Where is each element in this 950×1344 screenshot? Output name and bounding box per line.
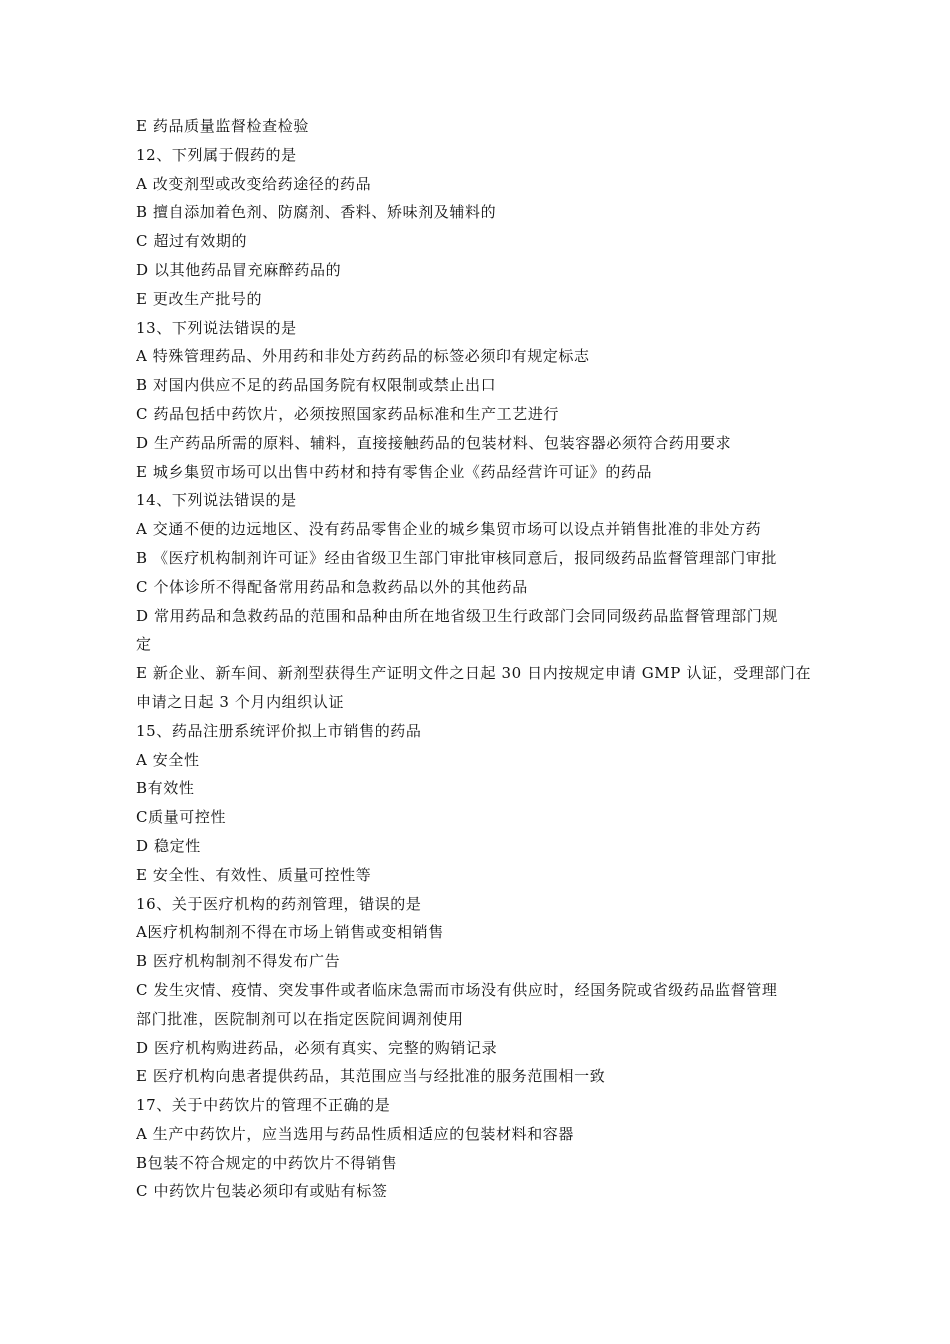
answer-option: C 发生灾情、疫情、突发事件或者临床急需而市场没有供应时，经国务院或省级药品监督管理: [136, 980, 778, 999]
answer-option: C质量可控性: [136, 808, 227, 827]
answer-option: A 特殊管理药品、外用药和非处方药药品的标签必须印有规定标志: [136, 347, 590, 366]
answer-option: E 新企业、新车间、新剂型获得生产证明文件之日起 30 日内按规定申请 GMP 认证，受理部门在: [136, 664, 812, 683]
answer-option: D 以其他药品冒充麻醉药品的: [136, 260, 342, 279]
answer-option: B 医疗机构制剂不得发布广告: [136, 952, 341, 971]
question-stem: 16、关于医疗机构的药剂管理，错误的是: [136, 894, 422, 913]
answer-option: E 医疗机构向患者提供药品，其范围应当与经批准的服务范围相一致: [136, 1067, 606, 1086]
answer-option: C 中药饮片包装必须印有或贴有标签: [136, 1182, 388, 1201]
answer-option: B 擅自添加着色剂、防腐剂、香料、矫味剂及辅料的: [136, 203, 497, 222]
answer-option: E 安全性、有效性、质量可控性等: [136, 865, 372, 884]
answer-option: A 改变剂型或改变给药途径的药品: [136, 174, 372, 193]
answer-option: B有效性: [136, 779, 195, 798]
answer-option: D 常用药品和急救药品的范围和品种由所在地省级卫生行政部门会同同级药品监督管理部门规: [136, 606, 778, 625]
answer-option: D 医疗机构购进药品，必须有真实、完整的购销记录: [136, 1038, 498, 1057]
answer-option: C 药品包括中药饮片，必须按照国家药品标准和生产工艺进行: [136, 404, 560, 423]
answer-option: D 生产药品所需的原料、辅料，直接接触药品的包装材料、包装容器必须符合药用要求: [136, 433, 732, 452]
answer-option: A医疗机构制剂不得在市场上销售或变相销售: [136, 923, 444, 942]
answer-option-continuation: 部门批准，医院制剂可以在指定医院间调剂使用: [136, 1009, 464, 1028]
question-stem: 12、下列属于假药的是: [136, 145, 297, 164]
answer-option: C 超过有效期的: [136, 232, 248, 251]
document-body: [136, 112, 836, 1206]
answer-option-continuation: 定: [136, 635, 152, 654]
answer-option: B包装不符合规定的中药饮片不得销售: [136, 1153, 398, 1172]
question-stem: 17、关于中药饮片的管理不正确的是: [136, 1096, 391, 1115]
answer-option: C 个体诊所不得配备常用药品和急救药品以外的其他药品: [136, 577, 528, 596]
answer-option-continuation: 申请之日起 3 个月内组织认证: [136, 692, 345, 711]
answer-option: A 安全性: [136, 750, 200, 769]
answer-option: A 生产中药饮片，应当选用与药品性质相适应的包装材料和容器: [136, 1124, 575, 1143]
question-stem: 13、下列说法错误的是: [136, 318, 297, 337]
answer-option: D 稳定性: [136, 836, 201, 855]
answer-option: B 对国内供应不足的药品国务院有权限制或禁止出口: [136, 376, 497, 395]
question-stem: 14、下列说法错误的是: [136, 491, 297, 510]
answer-option: E 药品质量监督检查检验: [136, 117, 309, 135]
question-stem: 15、药品注册系统评价拟上市销售的药品: [136, 721, 422, 740]
answer-option: B 《医疗机构制剂许可证》经由省级卫生部门审批审核同意后，报同级药品监督管理部门审批: [136, 548, 777, 567]
answer-option: E 更改生产批号的: [136, 289, 263, 308]
answer-option: A 交通不便的边远地区、没有药品零售企业的城乡集贸市场可以设点并销售批准的非处方药: [136, 520, 762, 539]
answer-option: E 城乡集贸市场可以出售中药材和持有零售企业《药品经营许可证》的药品: [136, 462, 653, 481]
